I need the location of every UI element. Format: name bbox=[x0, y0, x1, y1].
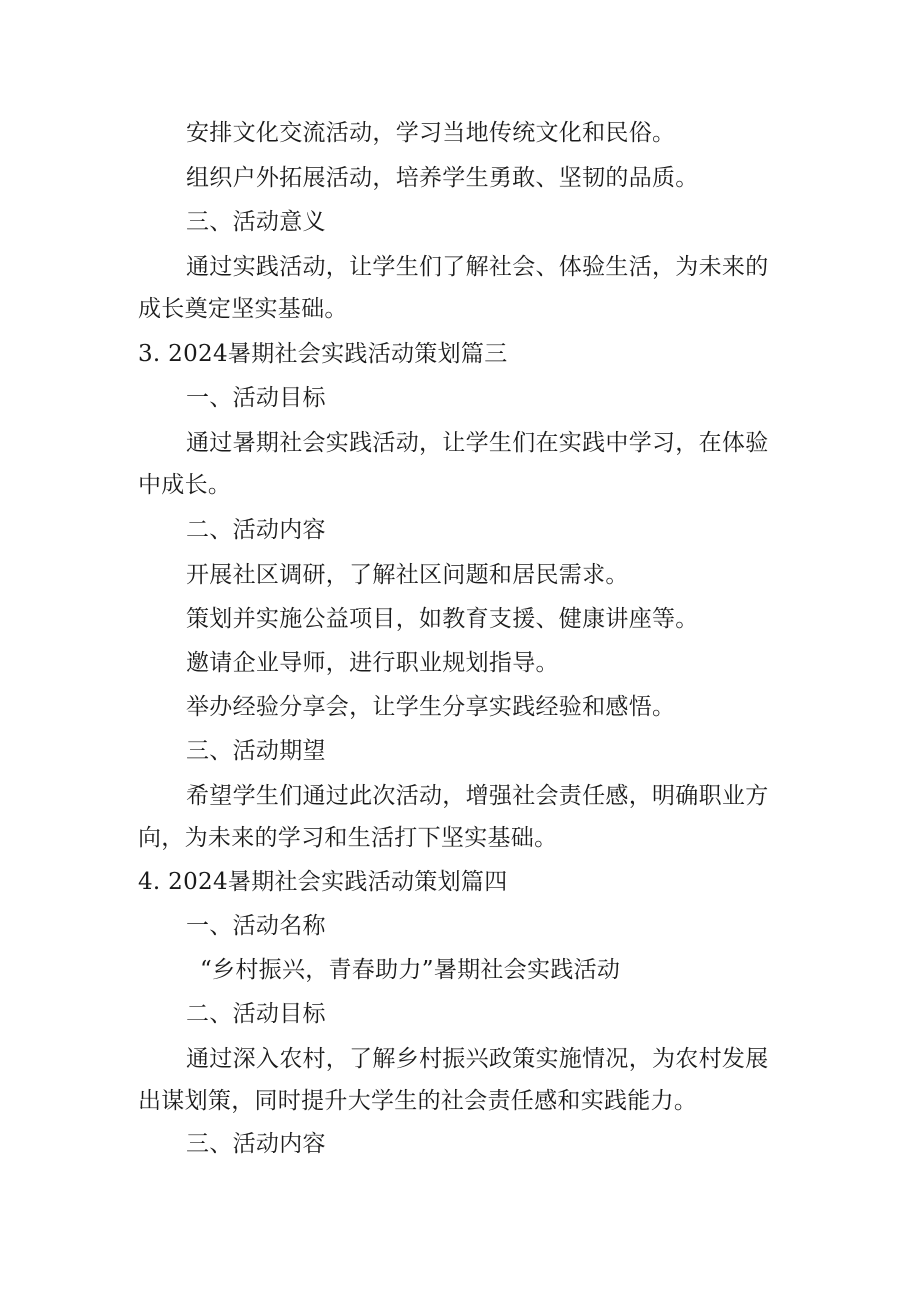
section-title-part-three: 3. 2024暑期社会实践活动策划篇三 bbox=[138, 341, 508, 367]
paragraph-culture-exchange: 安排文化交流活动，学习当地传统文化和民俗。 bbox=[186, 120, 676, 146]
paragraph-activity-name-body: “乡村振兴，青春助力”暑期社会实践活动 bbox=[200, 957, 621, 983]
heading-activity-goal: 一、活动目标 bbox=[186, 385, 326, 411]
paragraph-experience-sharing: 举办经验分享会，让学生分享实践经验和感悟。 bbox=[186, 694, 676, 720]
paragraph-expectation-body: 希望学生们通过此次活动，增强社会责任感，明确职业方向，为未来的学习和生活打下坚实基础。 bbox=[138, 783, 769, 851]
heading-activity-expectation: 三、活动期望 bbox=[186, 738, 326, 764]
paragraph-outdoor-activity: 组织户外拓展活动，培养学生勇敢、坚韧的品质。 bbox=[186, 165, 699, 191]
heading-activity-name: 一、活动名称 bbox=[186, 913, 326, 939]
paragraph-significance-body: 通过实践活动，让学生们了解社会、体验生活，为未来的成长奠定坚实基础。 bbox=[138, 254, 769, 322]
paragraph-goal-body-2: 通过深入农村，了解乡村振兴政策实施情况，为农村发展出谋划策，同时提升大学生的社会责任感和实践能力。 bbox=[138, 1046, 769, 1114]
heading-activity-content-2: 三、活动内容 bbox=[186, 1131, 326, 1157]
heading-activity-goal-2: 二、活动目标 bbox=[186, 1001, 326, 1027]
paragraph-goal-body: 通过暑期社会实践活动，让学生们在实践中学习，在体验中成长。 bbox=[138, 430, 769, 498]
paragraph-public-welfare: 策划并实施公益项目，如教育支援、健康讲座等。 bbox=[186, 606, 699, 632]
heading-activity-significance: 三、活动意义 bbox=[186, 209, 326, 235]
heading-activity-content: 二、活动内容 bbox=[186, 517, 326, 543]
paragraph-career-mentor: 邀请企业导师，进行职业规划指导。 bbox=[186, 650, 559, 676]
paragraph-community-research: 开展社区调研，了解社区问题和居民需求。 bbox=[186, 562, 629, 588]
section-title-part-four: 4. 2024暑期社会实践活动策划篇四 bbox=[138, 869, 508, 895]
